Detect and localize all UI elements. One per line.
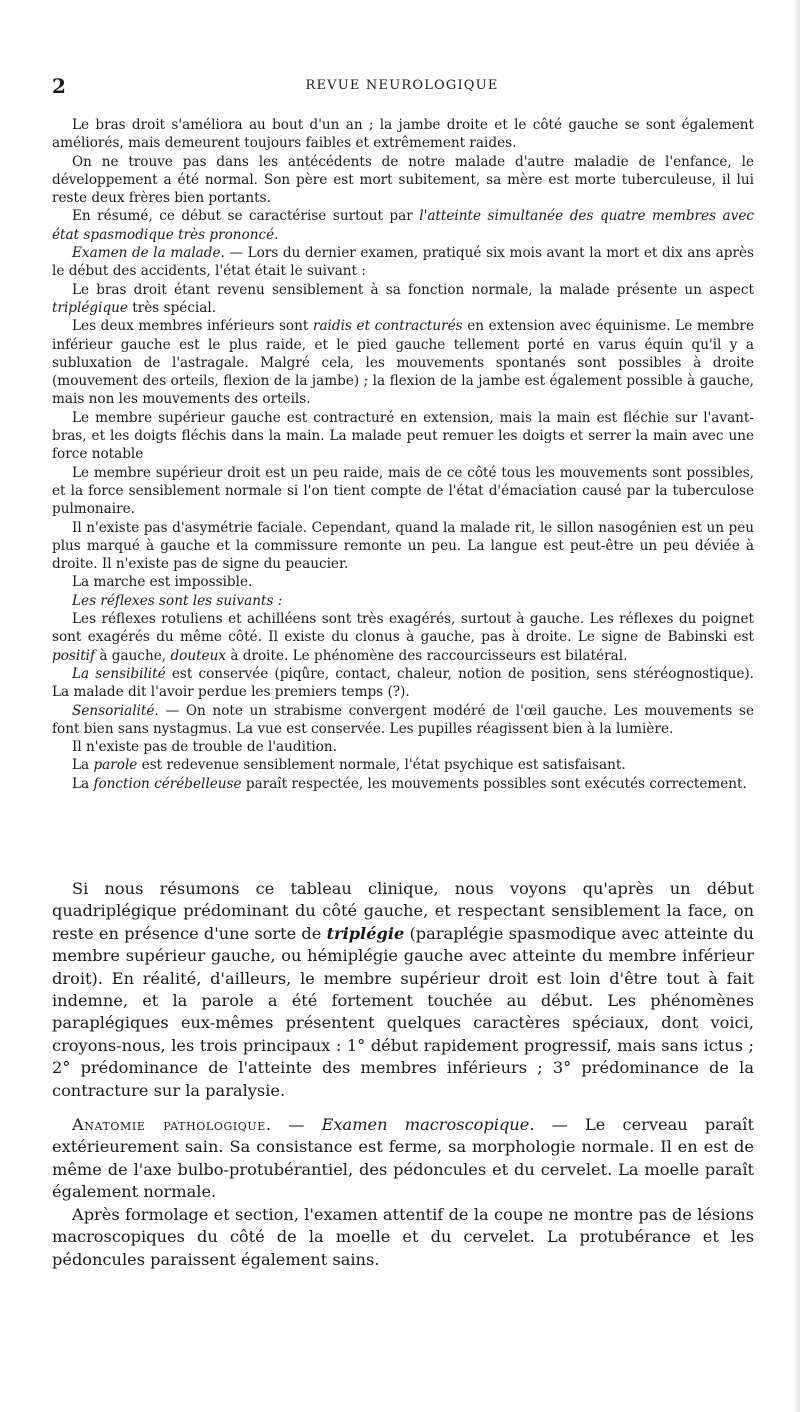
discussion-body <box>52 878 754 1271</box>
running-head: REVUE NEUROLOGIQUE <box>305 78 499 93</box>
paragraph: Après formolage et section, l'examen attentif de la coupe ne montre pas de lésions macroscopiques du côté de la moelle et du cervelet. La protubérance et les pédoncules paraissent également sains. <box>52 1204 754 1269</box>
paragraph: Le membre supérieur gauche est contracturé en extension, mais la main est fléchie sur l'avant-bras, et les doigts fléchis dans la main. La malade peut remuer les doigts et serrer la main avec une force notable <box>52 409 754 463</box>
paragraph-anatomy: Anatomie pathologique. — Examen macroscopique. — Le cerveau paraît extérieurement sain. Sa consistance est ferme, sa morphologie normale. Il en est de même de l'axe bulbo-protubérantiel, des pédoncules et du cervelet. La moelle paraît également normale. <box>52 1115 754 1202</box>
page-header <box>52 74 752 98</box>
paragraph: Si nous résumons ce tableau clinique, nous voyons qu'après un début quadriplégique prédominant du côté gauche, et respectant sensiblement la face, on reste en présence d'une sorte de triplégie (paraplégie spasmodique avec atteinte du membre supérieur gauche, ou hémiplégie gauche avec atteinte du membre inférieur droit). En réalité, d'ailleurs, le membre supérieur droit est loin d'être tout à fait indemne, et la parole a été fortement touchée au début. Les phénomènes paraplégiques eux-mêmes présentent quelques caractères spéciaux, dont voici, croyons-nous, les trois principaux : 1° début rapidement progressif, mais sans ictus ; 2° prédominance de l'atteinte des membres inférieurs ; 3° prédominance de la contracture sur la paralysie. <box>52 879 754 1100</box>
paragraph: La parole est redevenue sensiblement normale, l'état psychique est satisfaisant. <box>72 757 626 774</box>
subheading-reflexes: Les réflexes sont les suivants : <box>72 592 283 609</box>
paragraph: Le bras droit étant revenu sensiblement à sa fonction normale, la malade présente un aspect triplégique très spécial. <box>52 281 754 316</box>
page-edge-shadow <box>792 0 800 1412</box>
case-report-small-print <box>52 116 754 793</box>
paragraph: Le membre supérieur droit est un peu raide, mais de ce côté tous les mouvements sont possibles, et la force sensiblement normale si l'on tient compte de l'état d'émaciation causé par la tuberculose pulmonaire. <box>52 464 754 518</box>
page-number: 2 <box>52 74 66 98</box>
paragraph: La marche est impossible. <box>72 574 253 591</box>
paragraph: La sensibilité est conservée (piqûre, contact, chaleur, notion de position, sens stéréognostique). La malade dit l'avoir perdue les premiers temps (?). <box>52 665 754 701</box>
paragraph: La fonction cérébelleuse paraît respectée, les mouvements possibles sont exécutés correctement. <box>72 775 747 792</box>
paragraph: Il n'existe pas de trouble de l'audition. <box>72 739 338 756</box>
paragraph: Examen de la malade. — Lors du dernier examen, pratiqué six mois avant la mort et dix ans après le début des accidents, l'état était le suivant : <box>52 245 754 280</box>
paragraph: Le bras droit s'améliora au bout d'un an ; la jambe droite et le côté gauche se sont également améliorés, mais demeurent toujours faibles et extrêmement raides. <box>52 117 754 152</box>
paragraph: Les réflexes rotuliens et achilléens sont très exagérés, surtout à gauche. Les réflexes du poignet sont exagérés du même côté. Il existe du clonus à gauche, pas à droite. Le signe de Babinski est positif à gauche, douteux à droite. Le phénomène des raccourcisseurs est bilatéral. <box>52 611 754 664</box>
paragraph: Sensorialité. — On note un strabisme convergent modéré de l'œil gauche. Les mouvements se font bien sans nystagmus. La vue est conservée. Les pupilles réagissent bien à la lumière. <box>52 702 754 737</box>
paragraph: En résumé, ce début se caractérise surtout par l'atteinte simultanée des quatre membres avec état spasmodique très prononcé. <box>52 208 754 243</box>
paragraph: Il n'existe pas d'asymétrie faciale. Cependant, quand la malade rit, le sillon nasogénien est un peu plus marqué à gauche et la commissure remonte un peu. La langue est peut-être un peu déviée à droite. Il n'existe pas de signe du peaucier. <box>52 519 754 573</box>
paragraph: Les deux membres inférieurs sont raidis et contracturés en extension avec équinisme. Le membre inférieur gauche est le plus raide, et le pied gauche tellement porté en varus équin qu'il y a subluxation de l'astragale. Malgré cela, les mouvements spontanés sont possibles à droite (mouvement des orteils, flexion de la jambe) ; la flexion de la jambe est également possible à gauche, mais non les mouvements des orteils. <box>52 318 755 408</box>
paragraph: On ne trouve pas dans les antécédents de notre malade d'autre maladie de l'enfance, le développement a été normal. Son père est mort subitement, sa mère est morte tuberculeuse, il lui reste deux frères bien portants. <box>52 153 754 207</box>
